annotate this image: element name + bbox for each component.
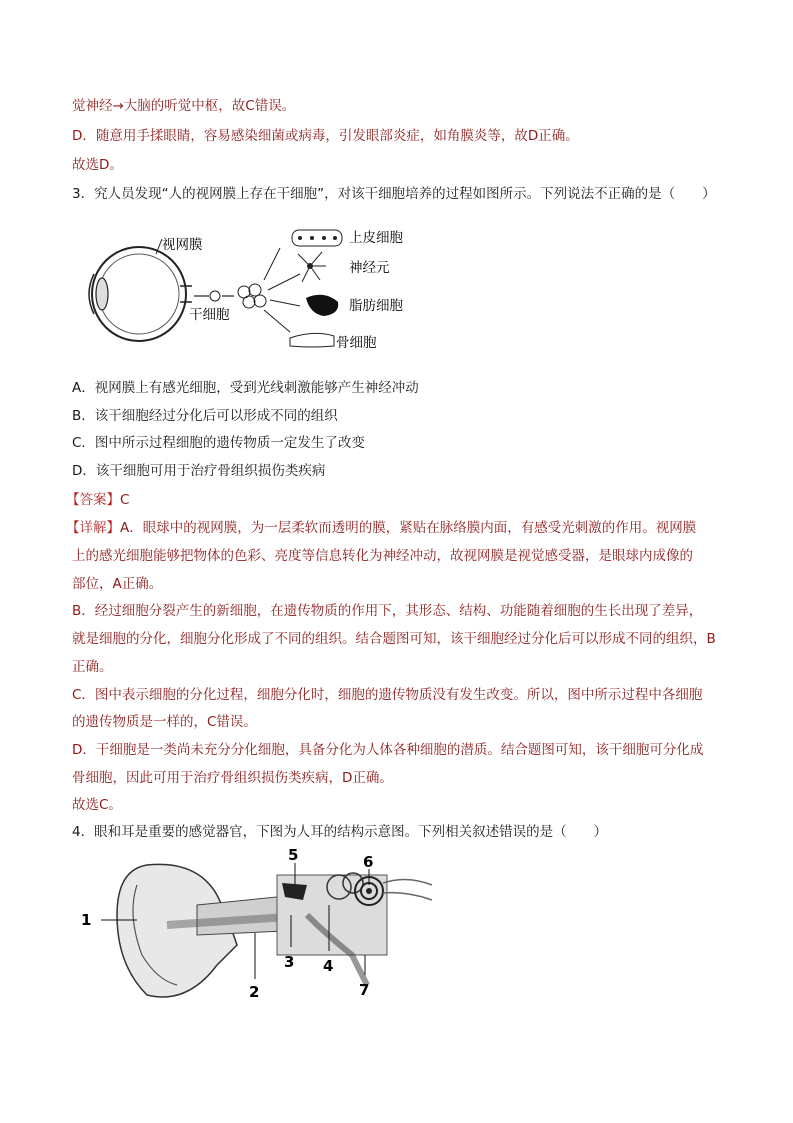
epithelial-cells-illustration	[292, 230, 342, 246]
answer-tag: 【答案】	[66, 492, 120, 508]
q3-question-stem: 3．究人员发现“人的视网膜上存在干细胞”，对该干细胞培养的过程如图所示。下列说法不正确的是（ ）	[72, 186, 716, 202]
q3-option-c: C．图中所示过程细胞的遗传物质一定发生了改变	[72, 435, 365, 451]
detail-text: A．眼球中的视网膜，为一层柔软而透明的膜，紧贴在脉络膜内面，有感受光刺激的作用。视网膜	[120, 520, 697, 536]
q2-conclusion: 故选D。	[72, 157, 123, 173]
q3-option-d: D．该干细胞可用于治疗骨组织损伤类疾病	[72, 463, 326, 479]
answer-value: C	[120, 492, 130, 508]
ear-label-3: 3	[284, 953, 295, 971]
arrow-to-neuron	[268, 274, 300, 290]
q3-answer	[66, 490, 129, 510]
bone-cell-label: 骨细胞	[336, 335, 377, 351]
bone-cell-illustration	[290, 333, 334, 347]
stem-cell-differentiation-figure	[84, 214, 404, 364]
neuron-label: 神经元	[349, 260, 390, 276]
ear-label-1: 1	[81, 911, 92, 929]
q3-detail-line: 骨细胞，因此可用于治疗骨组织损伤类疾病，D正确。	[72, 770, 393, 786]
stem-cell-cluster	[238, 284, 266, 308]
q3-option-a: A．视网膜上有感光细胞，受到光线刺激能够产生神经冲动	[72, 380, 419, 396]
ear-label-2: 2	[249, 983, 260, 1001]
single-stem-cell	[210, 291, 220, 301]
neuron-illustration	[298, 252, 326, 282]
arrow-to-fat-cell	[270, 300, 300, 306]
q3-detail-line: B．经过细胞分裂产生的新细胞，在遗传物质的作用下，其形态、结构、功能随着细胞的生长出现了差异，	[72, 603, 703, 619]
q3-detail-line	[66, 518, 696, 538]
document-page	[66, 0, 722, 1123]
q3-detail-line: 就是细胞的分化，细胞分化形成了不同的组织。结合题图可知，该干细胞经过分化后可以形成不同的组织，B	[72, 631, 716, 647]
q3-detail-line: 部位，A正确。	[72, 576, 163, 592]
q3-detail-line: D．干细胞是一类尚未充分分化细胞，具备分化为人体各种细胞的潜质。结合题图可知，该干细胞可分化成	[72, 742, 704, 758]
q4-question-stem: 4．眼和耳是重要的感觉器官，下图为人耳的结构示意图。下列相关叙述错误的是（ ）	[72, 824, 608, 840]
eyeball-illustration	[89, 247, 192, 341]
ear-illustration	[117, 864, 432, 997]
retina-label: 视网膜	[162, 237, 203, 253]
arrow-to-bone-cell	[264, 310, 290, 332]
arrow-to-epithelial	[264, 248, 280, 280]
q3-detail-line: 上的感光细胞能够把物体的色彩、亮度等信息转化为神经冲动，故视网膜是视觉感受器，是眼球内成像的	[72, 548, 693, 564]
fat-cell-illustration	[306, 295, 338, 316]
q2-explanation-line: 觉神经→大脑的听觉中枢，故C错误。	[72, 98, 296, 114]
detail-tag: 【详解】	[66, 520, 120, 536]
ear-structure-figure	[77, 845, 437, 1005]
q3-detail-line: C．图中表示细胞的分化过程，细胞分化时，细胞的遗传物质没有发生改变。所以，图中所示过程中各细胞	[72, 687, 703, 703]
ear-label-7: 7	[359, 981, 370, 999]
q3-conclusion: 故选C。	[72, 797, 122, 813]
ear-label-6: 6	[363, 853, 374, 871]
stem-cell-label: 干细胞	[189, 307, 230, 323]
fat-cell-label: 脂肪细胞	[349, 298, 403, 314]
q3-detail-line: 的遗传物质是一样的，C错误。	[72, 714, 257, 730]
q3-option-b: B．该干细胞经过分化后可以形成不同的组织	[72, 408, 338, 424]
ear-label-4: 4	[323, 957, 334, 975]
q3-detail-line: 正确。	[72, 659, 113, 675]
epithelial-cell-label: 上皮细胞	[349, 230, 403, 246]
ear-label-5: 5	[288, 846, 299, 864]
q2-option-d-explanation: D．随意用手揉眼睛，容易感染细菌或病毒，引发眼部炎症，如角膜炎等，故D正确。	[72, 128, 579, 144]
